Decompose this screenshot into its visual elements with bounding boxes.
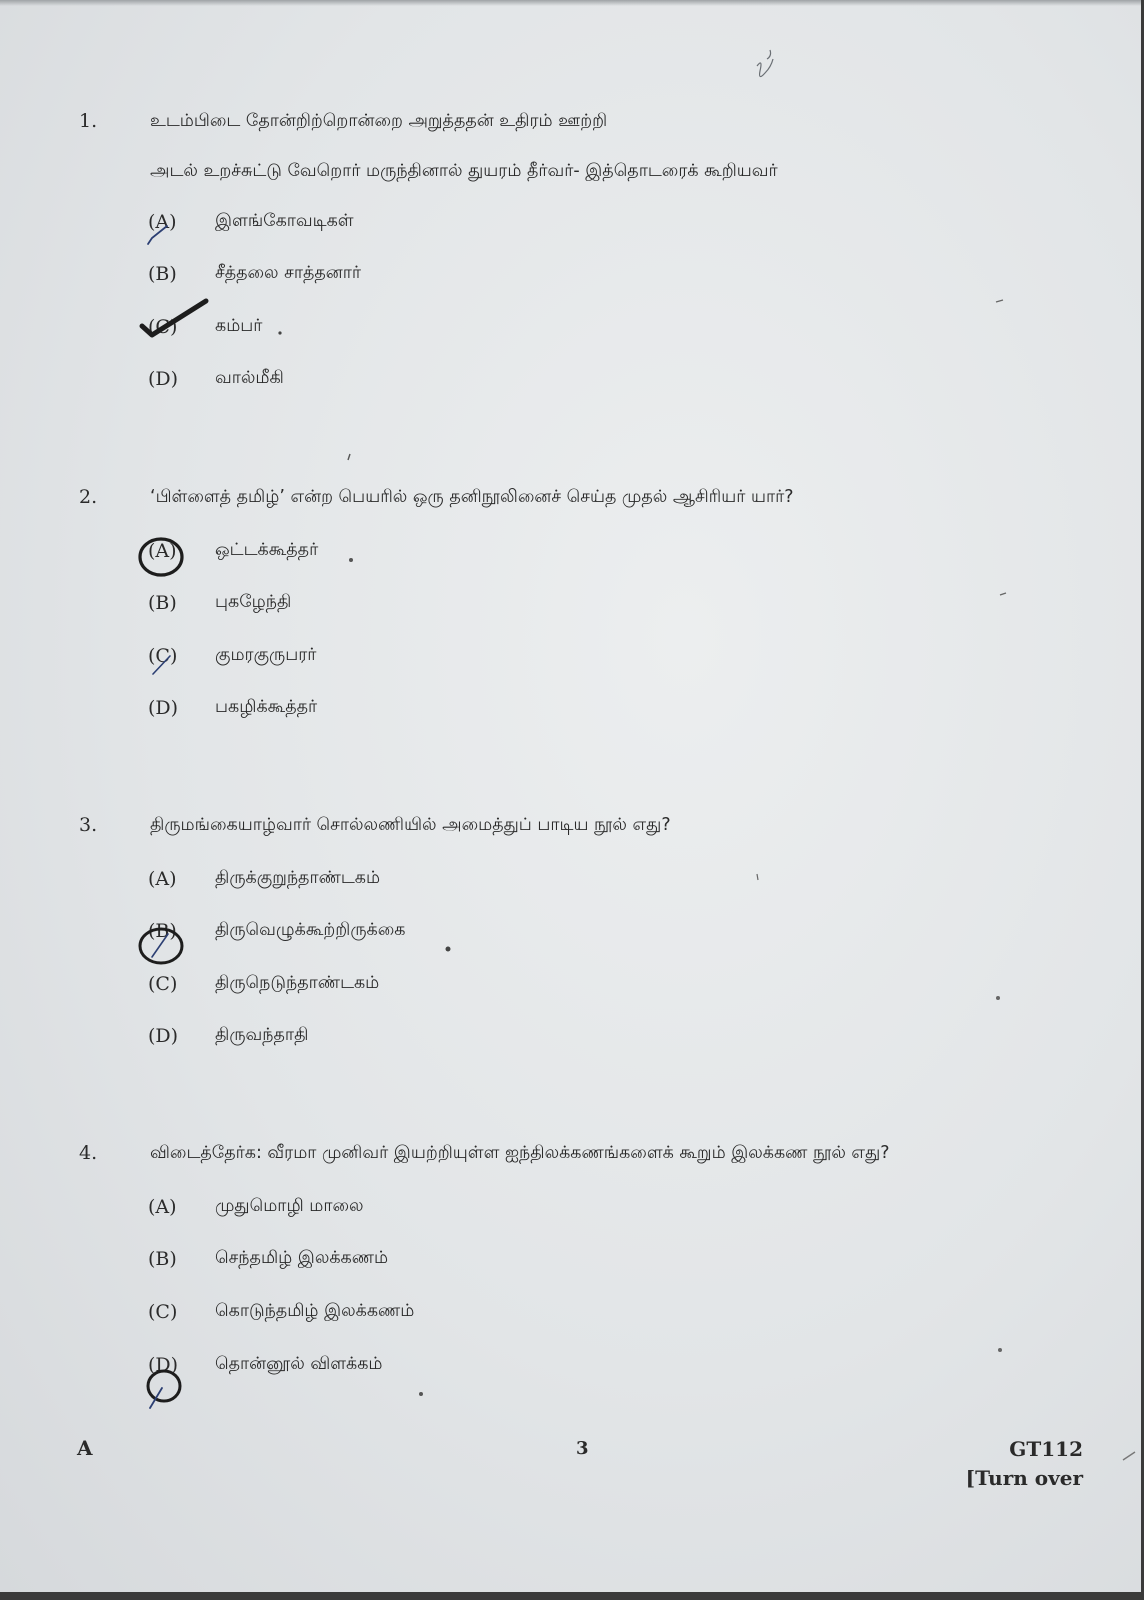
question-number: 1. (79, 110, 98, 132)
question-number: 3. (79, 814, 98, 836)
question-4-option-c[interactable] (148, 1301, 848, 1331)
option-letter: (D) (148, 1354, 179, 1376)
footer-right-block (966, 1435, 1083, 1493)
option-letter: (C) (148, 1301, 178, 1323)
option-text: கம்பர் (215, 316, 263, 336)
option-text: செந்தமிழ் இலக்கணம் (215, 1248, 389, 1268)
ink-speck (348, 454, 350, 460)
question-line: உடம்பிடை தோன்றிற்றொன்றை அறுத்ததன் உதிரம் ஊற்றி (150, 111, 608, 131)
option-text: திருநெடுந்தாண்டகம் (215, 973, 380, 993)
option-text: திருவெழுக்கூற்றிருக்கை (215, 920, 406, 940)
question-3-option-a[interactable] (148, 868, 848, 898)
option-letter: (B) (148, 1248, 177, 1270)
option-letter: (C) (148, 316, 178, 338)
option-letter: (B) (148, 263, 177, 285)
question-2-option-b[interactable] (148, 592, 848, 622)
question-line: திருமங்கையாழ்வார் சொல்லணியில் அமைத்துப் பாடிய நூல் எது? (150, 815, 671, 835)
question-2-option-a[interactable] (148, 540, 848, 570)
question-2-option-c[interactable] (148, 645, 848, 675)
question-text (150, 800, 1050, 850)
top-scribble-mark (757, 50, 773, 77)
ink-speck (419, 1392, 423, 1396)
question-text (150, 472, 1050, 522)
option-text: திருவந்தாதி (215, 1025, 309, 1045)
option-letter: (B) (148, 920, 177, 942)
ink-speck (996, 300, 1003, 302)
q4-d-slash-mark (150, 1388, 162, 1408)
option-letter: (C) (148, 645, 178, 667)
ink-speck (1123, 1452, 1135, 1460)
option-letter: (A) (148, 868, 177, 890)
option-text: திருக்குறுந்தாண்டகம் (215, 868, 381, 888)
question-line: விடைத்தேர்க: வீரமா முனிவர் இயற்றியுள்ள ஐந்திலக்கணங்களைக் கூறும் இலக்கண நூல் எது? (150, 1143, 890, 1163)
option-letter: (C) (148, 973, 178, 995)
option-text: முதுமொழி மாலை (215, 1196, 364, 1216)
option-text: புகழேந்தி (215, 592, 292, 612)
option-text: இளங்கோவடிகள் (215, 211, 354, 231)
paper-code: GT112 (1009, 1437, 1083, 1461)
option-letter: (D) (148, 697, 179, 719)
ink-speck (998, 1348, 1002, 1352)
option-text: வால்மீகி (215, 368, 284, 388)
option-text: பகழிக்கூத்தர் (215, 697, 318, 717)
page-number: 3 (576, 1438, 589, 1459)
question-1-option-b[interactable] (148, 263, 848, 293)
question-4-option-d[interactable] (148, 1354, 848, 1384)
question-line: அடல் உறச்சுட்டு வேறொர் மருந்தினால் துயரம் தீர்வர்- இத்தொடரைக் கூறியவர் (150, 161, 778, 181)
question-text (150, 1128, 1050, 1178)
option-letter: (D) (148, 368, 179, 390)
option-text: குமரகுருபரர் (215, 645, 317, 665)
option-letter: (B) (148, 592, 177, 614)
turn-over-label: [Turn over (965, 1466, 1083, 1490)
option-letter: (A) (148, 211, 177, 233)
question-text (150, 96, 1050, 196)
question-3-option-c[interactable] (148, 973, 848, 1003)
ink-speck (1000, 593, 1006, 595)
option-text: ஒட்டக்கூத்தர் (215, 540, 319, 560)
question-1-option-d[interactable] (148, 368, 848, 398)
series-label: A (77, 1436, 93, 1460)
question-number: 4. (79, 1142, 98, 1164)
option-text: தொன்னூல் விளக்கம் (215, 1354, 383, 1374)
question-1-option-a[interactable] (148, 211, 848, 241)
question-3-option-d[interactable] (148, 1025, 848, 1055)
question-line: ‘பிள்ளைத் தமிழ்’ என்ற பெயரில் ஒரு தனிநூலினைச் செய்த முதல் ஆசிரியர் யார்? (150, 487, 794, 507)
question-4-option-b[interactable] (148, 1248, 848, 1278)
option-letter: (A) (148, 540, 177, 562)
option-text: சீத்தலை சாத்தனார் (215, 263, 362, 283)
page-edge-shadow (0, 0, 1141, 6)
option-letter: (A) (148, 1196, 177, 1218)
option-letter: (D) (148, 1025, 179, 1047)
ink-speck (996, 996, 1000, 1000)
question-number: 2. (79, 486, 98, 508)
question-3-option-b[interactable] (148, 920, 848, 950)
question-4-option-a[interactable] (148, 1196, 848, 1226)
question-1-option-c[interactable] (148, 316, 848, 346)
option-text: கொடுந்தமிழ் இலக்கணம் (215, 1301, 415, 1321)
question-2-option-d[interactable] (148, 697, 848, 727)
